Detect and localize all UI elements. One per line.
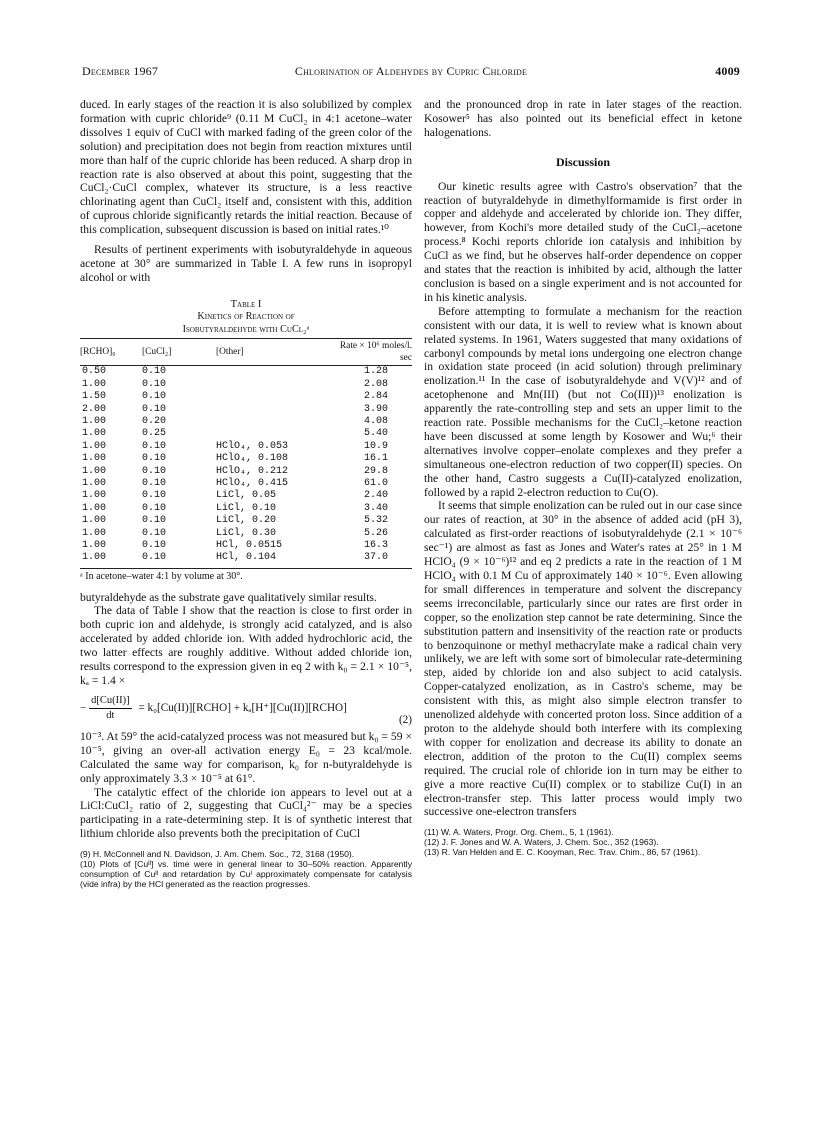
- paragraph: duced. In early stages of the reaction it is also solubilized by complex formation with cupric chloride⁹ (0.11 M CuCl₂ in 4:1 acetone–water dissolves 1 equiv of CuCl with marked fading of the green color of the solution) and precipitation does not begin from reaction mixtures until more than half of the cupric chloride has been reduced. A sharp drop in reaction rate is also observed at about this point, suggesting that the CuCl₂·CuCl complex, whatever its structure, is a less reactive chlorinating agent than CuCl₂ itself and, consistent with this, addition of cuprous chloride significantly retards the initial reaction. Because of this complication, subsequent discussion is based on initial rates.¹⁰: [80, 98, 412, 237]
- table-row: [80, 453, 412, 465]
- table-cell: 1.00: [82, 453, 107, 465]
- table-cell: 2.84: [363, 391, 388, 403]
- table-cell: [216, 416, 334, 428]
- table-cell: HCl, 0.104: [216, 552, 277, 564]
- header-title: Chlorination of Aldehydes by Cupric Chloride: [294, 64, 528, 78]
- table-cell: [216, 428, 334, 440]
- running-header: [82, 64, 740, 84]
- table-cell: 1.00: [82, 416, 107, 428]
- table-cell: 0.10: [142, 552, 167, 564]
- table-title-line1: Kinetics of Reaction of: [197, 311, 295, 323]
- table-cell: 1.00: [82, 477, 107, 489]
- table-cell: 0.10: [142, 515, 167, 527]
- table-cell: 10.9: [363, 440, 388, 452]
- equation-rhs: = k₀[Cu(II)][RCHO] + kₐ[H⁺][Cu(II)][RCHO]: [138, 701, 347, 714]
- right-column: [424, 98, 742, 857]
- table-cell: 1.00: [82, 428, 107, 440]
- table-row: [80, 527, 412, 539]
- table-cell: LiCl, 0.10: [216, 502, 277, 514]
- footnote: (12) J. F. Jones and W. A. Waters, J. Chem. Soc., 352 (1963).: [424, 837, 659, 848]
- table-cell: 1.00: [82, 527, 107, 539]
- table-cell: 0.10: [142, 465, 167, 477]
- table-footnote: ᵃ In acetone–water 4:1 by volume at 30°.: [80, 568, 412, 583]
- column-header: Rate × 10⁶ moles/l. sec: [334, 339, 412, 366]
- paragraph: The catalytic effect of the chloride ion appears to level out at a LiCl:CuCl₂ ratio of 2, suggesting that CuCl₄²⁻ may be a species participating in a rate-determining step. It is of synthetic interest that lithium chloride also prevents both the precipitation of CuCl: [80, 785, 412, 841]
- table-cell: 2.08: [363, 378, 388, 390]
- footnotes-left: [80, 849, 412, 889]
- column-header: [RCHO]₀: [80, 339, 142, 366]
- table-1: [80, 299, 412, 583]
- table-row: [80, 503, 412, 515]
- table-cell: 0.10: [142, 490, 167, 502]
- table-cell: 1.00: [82, 440, 107, 452]
- table-cell: HClO₄, 0.053: [216, 440, 289, 452]
- column-header: [CuCl₂]: [142, 339, 216, 366]
- table-cell: HClO₄, 0.415: [216, 477, 289, 489]
- table-cell: 1.50: [82, 391, 107, 403]
- table-cell: HClO₄, 0.212: [216, 465, 289, 477]
- table-body: [80, 366, 412, 565]
- table-row: [80, 552, 412, 564]
- equation-fraction: [89, 694, 131, 723]
- table-header-row: [80, 339, 412, 366]
- table-row: [80, 379, 412, 391]
- table-cell: 1.00: [82, 552, 107, 564]
- table-row: [80, 465, 412, 477]
- section-heading: Discussion: [555, 154, 611, 169]
- table-cell: 1.00: [82, 515, 107, 527]
- table-cell: 29.8: [363, 465, 388, 477]
- table-cell: 0.20: [142, 416, 167, 428]
- table-row: [80, 490, 412, 502]
- table-cell: 0.50: [82, 366, 107, 378]
- table-cell: 1.00: [82, 539, 107, 551]
- table-label: Table I: [230, 298, 262, 310]
- table-cell: LiCl, 0.30: [216, 527, 277, 539]
- table-cell: 0.10: [142, 403, 167, 415]
- page-number: 4009: [715, 64, 740, 78]
- table-row: [80, 540, 412, 552]
- paragraph: It seems that simple enolization can be ruled out in our case since our rates of reaction, at 30° in the absence of added acid (pH 3), calculated as first-order reactions of isobutyraldehyde (2.1 × 10⁻⁶ sec⁻¹) are almost as fast as Jones and Water's rates at 25° in 1 M HClO₄ (9 × 10⁻⁶)¹² and eq 2 predicts a rate in the reaction of 1 M HClO₄ with 0.1 M Cu of approximately 140 × 10⁻⁶. Even allowing for small differences in temperature and solvent the discrepancy seems irreconcilable, particularly since our rates are first order in copper, so the enolization step cannot be rate determining. Since the substitution pattern and insensitivity of the reaction rate or products to benzoquinone or methyl methacrylate make a radical chain very unlikely, we are left with some sort of bimolecular rate-determining step, aided by chloride ion and also subject to acid catalysis. Copper-catalyzed enolization, as in Castro's scheme, may be consistent with this, as might also simple electron transfer to unenolized aldehyde with concerted proton loss. Since addition of a proton to the aldehyde should both interfere with its complexing with copper for enolization and decrease its ability to donate an electron, addition of the proton to the Cu(II) complex seems required. The crucial role of chloride ion in turn may be either to give a more reactive Cu(II) complex or to stabilize Cu(I) in an electron-transfer step. This latter process would imply two successive one-electron transfers: [424, 499, 742, 819]
- paragraph: butyraldehyde as the substrate gave qualitatively similar results.: [80, 590, 377, 604]
- table-cell: 0.10: [142, 453, 167, 465]
- paragraph: Our kinetic results agree with Castro's observation⁷ that the reaction of butyraldehyde in dimethylformamide is first order in copper and aldehyde and accelerated by chloride ion. They differ, however, from Kochi's more detailed study of the CuCl₂–acetone process.⁸ Kochi reports chloride ion catalysis and inhibition by CuCl as we find, but he observes half-order dependence on copper and states that the reaction is inhibited by acid, although the latter conclusion is based on a single experiment and is not accounted for in his kinetic analysis.: [424, 179, 742, 304]
- kinetics-table: [80, 338, 412, 564]
- table-cell: 37.0: [363, 552, 388, 564]
- left-column: [80, 98, 412, 889]
- footnotes-right: [424, 827, 742, 857]
- paragraph: Before attempting to formulate a mechanism for the reaction consistent with our data, it is well to review what is known about related systems. In 1961, Waters suggested that many oxidations of carbonyl compounds by metal ions undergoing one electron change in oxidation state proceed (in acid solution) through preliminary enolization.¹¹ In the case of isobutyraldehyde and V(V)¹² and of acetophenone and Mn(III) (but not Co(III))¹³ enolization is apparently the rate-controlling step and sets an upper limit to the reaction rate. Possible mechanisms for the CuCl₂–ketone reaction have been discussed at some length by Kosower and Wu;⁶ their alternatives involve copper–enolate complexes and they prefer a simultaneous one-electron reduction of two copper(II) species. On the other hand, Castro suggests a Cu(II)-catalyzed enolization, followed by a rapid 2-electron reduction to Cu(O).: [424, 304, 742, 499]
- table-cell: 0.10: [142, 477, 167, 489]
- table-cell: 0.25: [142, 428, 167, 440]
- table-cell: LiCl, 0.20: [216, 515, 277, 527]
- footnote: (11) W. A. Waters, Progr. Org. Chem., 5, 1 (1961).: [424, 827, 614, 838]
- table-cell: 0.10: [142, 539, 167, 551]
- equation-numerator: d[Cu(II)]: [89, 694, 131, 709]
- paragraph: Results of pertinent experiments with isobutyraldehyde in aqueous acetone at 30° are summarized in Table I. A few runs in isopropyl alcohol or with: [80, 243, 412, 284]
- table-row: [80, 428, 412, 440]
- equation-denominator: dt: [106, 709, 115, 721]
- table-cell: 0.10: [142, 502, 167, 514]
- footnote: (9) H. McConnell and N. Davidson, J. Am. Chem. Soc., 72, 3168 (1950).: [80, 849, 355, 860]
- table-row: [80, 416, 412, 428]
- paragraph: and the pronounced drop in rate in later stages of the reaction. Kosower⁵ has also pointed out its beneficial effect in ketone halogenations.: [424, 98, 742, 139]
- table-cell: 0.10: [142, 366, 167, 378]
- table-row: [80, 441, 412, 453]
- footnote: (10) Plots of [Cuᴵᴵ] vs. time were in general linear to 30–50% reaction. Apparently consumption of Cuᴵᴵ and retardation by Cuᴵ approximately compensate for catalysis (vide infra) by the HCl generated as the reaction progresses.: [80, 859, 412, 890]
- table-cell: 4.08: [363, 416, 388, 428]
- paragraph: The data of Table I show that the reaction is close to first order in both cupric ion and aldehyde, is strongly acid catalyzed, and is also accelerated by added chloride ion. With added hydrochloric acid, the two latter effects are roughly additive. Without added chloride ion, results correspond to the expression given in eq 2 with k₀ = 2.1 × 10⁻⁵, kₐ = 1.4 ×: [80, 604, 412, 687]
- table-title-line2: Isobutyraldehyde with CuCl₂ᵃ: [182, 323, 310, 335]
- table-row: [80, 366, 412, 379]
- table-cell: [216, 403, 334, 415]
- table-cell: 1.00: [82, 465, 107, 477]
- table-cell: 5.40: [363, 428, 388, 440]
- table-cell: 0.10: [142, 527, 167, 539]
- table-row: [80, 403, 412, 415]
- table-cell: 2.00: [82, 403, 107, 415]
- table-cell: 0.10: [142, 391, 167, 403]
- table-row: [80, 478, 412, 490]
- footnote: (13) R. Van Helden and E. C. Kooyman, Rec. Trav. Chim., 86, 57 (1961).: [424, 847, 701, 858]
- table-cell: 1.28: [363, 366, 388, 378]
- table-cell: 3.40: [363, 502, 388, 514]
- table-cell: 0.10: [142, 378, 167, 390]
- table-cell: HClO₄, 0.108: [216, 453, 289, 465]
- table-cell: 3.90: [363, 403, 388, 415]
- table-cell: 1.00: [82, 490, 107, 502]
- table-cell: [216, 391, 334, 403]
- table-cell: 1.00: [82, 378, 107, 390]
- paragraph: 10⁻³. At 59° the acid-catalyzed process was not measured but k₀ = 59 × 10⁻⁵, giving an over-all activation energy E₀ = 23 kcal/mole. Calculated the same way for comparison, k₀ for n-butyraldehyde is only approximately 3.3 × 10⁻⁵ at 61°.: [80, 729, 412, 785]
- table-cell: 2.40: [363, 490, 388, 502]
- table-cell: 16.1: [363, 453, 388, 465]
- table-cell: [216, 379, 334, 391]
- table-row: [80, 391, 412, 403]
- table-cell: 61.0: [363, 477, 388, 489]
- table-cell: 1.00: [82, 502, 107, 514]
- table-cell: 0.10: [142, 440, 167, 452]
- table-cell: [216, 366, 334, 379]
- table-cell: 5.26: [363, 527, 388, 539]
- column-header: [Other]: [216, 339, 334, 366]
- table-row: [80, 515, 412, 527]
- table-cell: 5.32: [363, 515, 388, 527]
- table-cell: HCl, 0.0515: [216, 539, 283, 551]
- table-cell: LiCl, 0.05: [216, 490, 277, 502]
- table-title: [80, 299, 412, 337]
- equation-2: − $\frac{d[Cu(II)]}{dt}$ = k₀[Cu(II)][RCHO] + kₐ[H⁺][Cu(II)][RCHO] (2): [80, 694, 412, 726]
- equation-number: (2): [398, 713, 412, 726]
- table-cell: 16.3: [363, 539, 388, 551]
- header-date: December 1967: [82, 64, 159, 78]
